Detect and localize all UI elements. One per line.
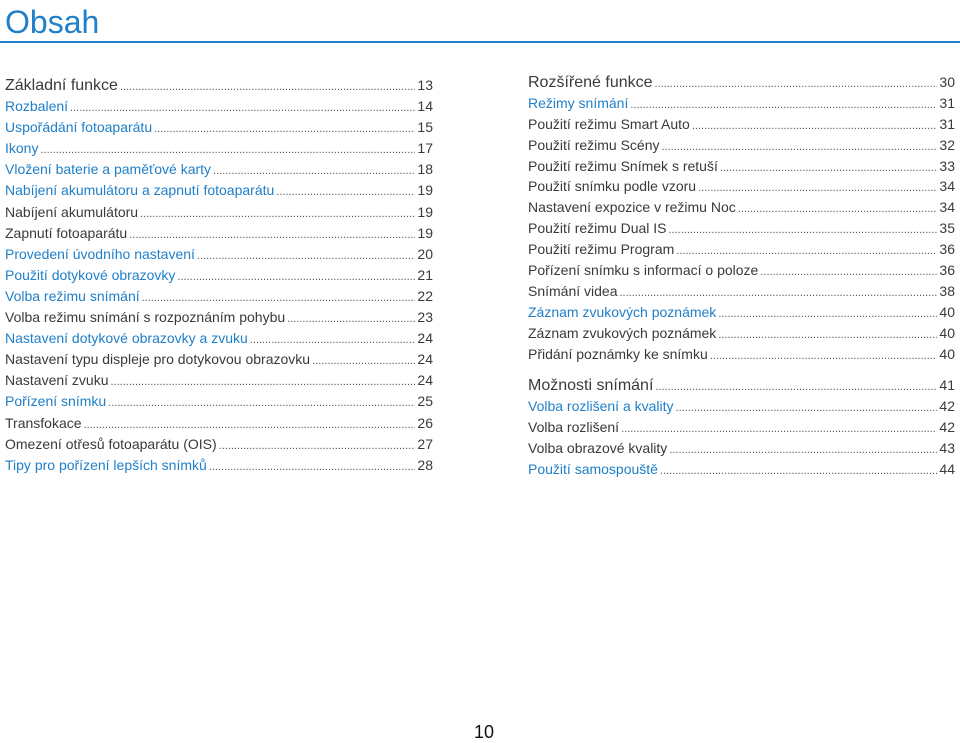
toc-entry-label: Transfokace [5, 414, 82, 431]
toc-entry-label: Použití snímku podle vzoru [528, 178, 697, 195]
toc-entry-label: Snímání videa [528, 282, 618, 299]
toc-entry-page: 27 [417, 435, 433, 452]
toc-section-heading[interactable] [5, 75, 433, 96]
dot-leader [718, 325, 937, 346]
dot-leader [197, 246, 416, 267]
page-title: Obsah [5, 4, 100, 40]
toc-entry-page: 23 [417, 309, 433, 326]
toc-entry-label: Nastavení dotykové obrazovky a zvuku [5, 330, 248, 347]
toc-entry-label: Použití dotykové obrazovky [5, 266, 176, 283]
toc-entry[interactable] [528, 176, 955, 197]
toc-entry[interactable] [5, 349, 433, 370]
dot-leader [84, 415, 416, 436]
toc-entry-page: 40 [939, 345, 955, 362]
toc-left-column [5, 75, 433, 476]
dot-leader [620, 283, 938, 304]
toc-entry[interactable] [528, 344, 955, 365]
toc-entry-page: 20 [417, 245, 433, 262]
toc-entry[interactable] [5, 370, 433, 391]
toc-entry[interactable] [5, 117, 433, 138]
dot-leader [177, 267, 415, 288]
toc-entry-page: 33 [939, 157, 955, 174]
toc-entry-label: Rozbalení [5, 98, 69, 115]
toc-entry-page: 41 [939, 377, 955, 394]
toc-entry-page: 17 [417, 140, 433, 157]
dot-leader [40, 140, 415, 161]
toc-entry-page: 38 [939, 282, 955, 299]
toc-entry[interactable] [528, 260, 955, 281]
page-number: 10 [474, 722, 495, 742]
toc-entry-page: 18 [417, 161, 433, 178]
toc-entry-page: 19 [417, 203, 433, 220]
toc-entry-label: Tipy pro pořízení lepších snímků [5, 456, 207, 473]
toc-right-column [528, 72, 955, 480]
toc-section-heading[interactable] [528, 375, 955, 396]
toc-entry[interactable] [528, 302, 955, 323]
toc-entry[interactable] [5, 96, 433, 117]
toc-entry[interactable] [528, 281, 955, 302]
toc-entry-page: 26 [417, 414, 433, 431]
toc-entry-page: 25 [417, 393, 433, 410]
dot-leader [250, 330, 416, 351]
toc-entry-page: 19 [417, 182, 433, 199]
dot-leader [213, 161, 415, 182]
toc-entry[interactable] [5, 391, 433, 412]
toc-entry[interactable] [528, 114, 955, 135]
dot-leader [111, 372, 416, 393]
dot-leader [676, 398, 938, 419]
dot-leader [669, 440, 937, 461]
toc-entry-page: 24 [417, 330, 433, 347]
toc-entry[interactable] [5, 286, 433, 307]
toc-entry-label: Přidání poznámky ke snímku [528, 345, 708, 362]
toc-entry-page: 19 [417, 224, 433, 241]
dot-leader [655, 74, 938, 95]
toc-entry-label: Použití samospouště [528, 461, 658, 478]
toc-entry-label: Pořízení snímku s informací o poloze [528, 262, 759, 279]
dot-leader [669, 220, 938, 241]
toc-entry-page: 40 [939, 303, 955, 320]
dot-leader [120, 77, 415, 98]
toc-entry-page: 36 [939, 241, 955, 258]
toc-entry-page: 43 [939, 440, 955, 457]
toc-entry-page: 34 [939, 178, 955, 195]
dot-leader [287, 309, 415, 330]
toc-section-heading[interactable] [528, 72, 955, 93]
dot-leader [142, 288, 416, 309]
toc-entry-page: 36 [939, 262, 955, 279]
toc-entry[interactable] [5, 307, 433, 328]
toc-entry[interactable] [528, 438, 955, 459]
toc-entry-label: Volba režimu snímání s rozpoznáním pohybu [5, 309, 286, 326]
toc-entry[interactable] [5, 455, 433, 476]
toc-entry[interactable] [5, 328, 433, 349]
toc-entry[interactable] [528, 135, 955, 156]
toc-entry-label: Možnosti snímání [528, 377, 654, 395]
toc-entry[interactable] [5, 434, 433, 455]
dot-leader [630, 95, 937, 116]
toc-entry-page: 35 [939, 220, 955, 237]
toc-entry-label: Volba rozlišení a kvality [528, 398, 674, 415]
toc-entry-label: Použití režimu Snímek s retuší [528, 157, 718, 174]
toc-entry-label: Nabíjení akumulátoru a zapnutí fotoaparátu [5, 182, 275, 199]
toc-entry-page: 34 [939, 199, 955, 216]
toc-entry-page: 24 [417, 372, 433, 389]
dot-leader [718, 304, 937, 325]
toc-entry[interactable] [528, 197, 955, 218]
toc-entry-label: Volba režimu snímání [5, 287, 140, 304]
toc-entry-page: 42 [939, 419, 955, 436]
dot-leader [760, 262, 937, 283]
toc-entry[interactable] [5, 223, 433, 244]
toc-entry-page: 24 [417, 351, 433, 368]
toc-entry[interactable] [5, 180, 433, 201]
toc-entry-page: 28 [417, 456, 433, 473]
toc-entry-label: Zapnutí fotoaparátu [5, 224, 128, 241]
dot-leader [662, 137, 938, 158]
toc-entry-label: Volba obrazové kvality [528, 440, 668, 457]
toc-entry-label: Záznam zvukových poznámek [528, 324, 717, 341]
dot-leader [209, 457, 416, 478]
title-divider [0, 41, 960, 43]
toc-entry-label: Rozšířené funkce [528, 74, 653, 91]
toc-entry-label: Použití režimu Program [528, 241, 675, 258]
toc-entry[interactable] [5, 138, 433, 159]
toc-entry-page: 13 [417, 77, 433, 93]
toc-entry-page: 44 [939, 461, 955, 478]
toc-entry[interactable] [5, 244, 433, 265]
toc-entry-label: Pořízení snímku [5, 393, 107, 410]
toc-entry-label: Použití režimu Smart Auto [528, 115, 690, 132]
dot-leader [698, 178, 937, 199]
toc-entry-label: Nastavení expozice v režimu Noc [528, 199, 736, 216]
dot-leader [655, 377, 937, 398]
toc-entry-label: Režimy snímání [528, 94, 629, 111]
toc-entry[interactable] [528, 239, 955, 260]
toc-entry-label: Nastavení zvuku [5, 372, 109, 389]
dot-leader [70, 98, 415, 119]
toc-entry-label: Nastavení typu displeje pro dotykovou obrazovku [5, 351, 311, 368]
toc-entry-label: Základní funkce [5, 77, 118, 94]
dot-leader [108, 393, 415, 414]
toc-entry-page: 40 [939, 324, 955, 341]
dot-leader [154, 119, 415, 140]
toc-entry[interactable] [528, 417, 955, 438]
dot-leader [710, 346, 938, 367]
toc-entry-page: 14 [417, 98, 433, 115]
toc-entry-page: 42 [939, 398, 955, 415]
header-bar [0, 0, 960, 42]
toc-entry[interactable] [528, 93, 955, 114]
toc-entry-label: Uspořádání fotoaparátu [5, 119, 153, 136]
toc-entry-page: 31 [939, 115, 955, 132]
toc-entry[interactable] [5, 202, 433, 223]
toc-entry-label: Záznam zvukových poznámek [528, 303, 717, 320]
toc-entry[interactable] [528, 218, 955, 239]
toc-entry-page: 32 [939, 136, 955, 153]
toc-entry-label: Omezení otřesů fotoaparátu (OIS) [5, 435, 217, 452]
dot-leader [219, 436, 416, 457]
dot-leader [276, 182, 415, 203]
toc-entry[interactable] [528, 323, 955, 344]
toc-entry-page: 15 [417, 119, 433, 136]
dot-leader [720, 158, 938, 179]
toc-entry[interactable] [528, 459, 955, 480]
toc-entry-page: 22 [417, 287, 433, 304]
dot-leader [140, 204, 415, 225]
dot-leader [312, 351, 415, 372]
toc-entry-label: Použití režimu Scény [528, 136, 660, 153]
toc-entry-page: 21 [417, 266, 433, 283]
toc-entry[interactable] [5, 265, 433, 286]
dot-leader [738, 199, 938, 220]
toc-entry-page: 31 [939, 94, 955, 111]
toc-entry-label: Použití režimu Dual IS [528, 220, 667, 237]
dot-leader [676, 241, 937, 262]
dot-leader [129, 225, 415, 246]
toc-entry-label: Provedení úvodního nastavení [5, 245, 195, 262]
dot-leader [660, 461, 937, 482]
toc-entry-page: 30 [939, 74, 955, 90]
toc-entry[interactable] [528, 156, 955, 177]
toc-entry-label: Volba rozlišení [528, 419, 620, 436]
toc-entry[interactable] [5, 159, 433, 180]
toc-entry-label: Vložení baterie a paměťové karty [5, 161, 212, 178]
toc-entry-label: Nabíjení akumulátoru [5, 203, 139, 220]
toc-entry-label: Ikony [5, 140, 39, 157]
dot-leader [621, 419, 937, 440]
dot-leader [692, 116, 938, 137]
toc-entry[interactable] [5, 413, 433, 434]
toc-entry[interactable] [528, 396, 955, 417]
